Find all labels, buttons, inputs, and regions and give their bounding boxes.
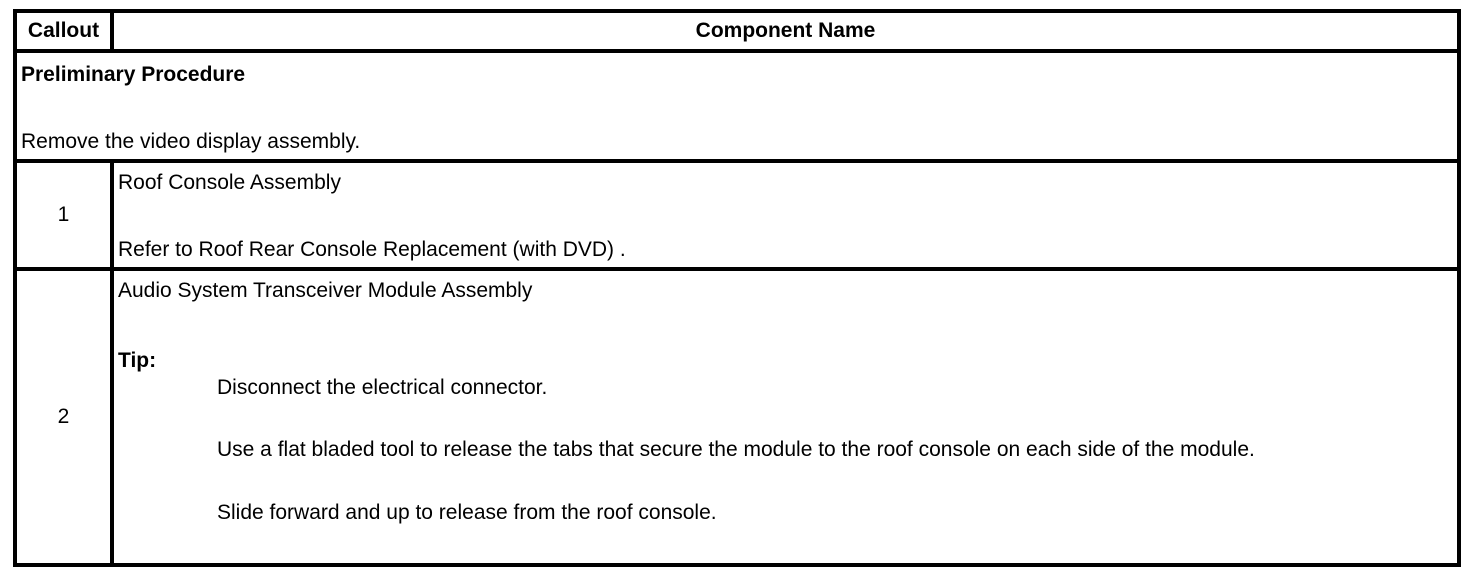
table-header-row — [17, 13, 1457, 53]
column-divider — [110, 271, 114, 563]
preliminary-procedure-row — [17, 53, 1457, 163]
component-note: Refer to Roof Rear Console Replacement (with DVD) . — [118, 238, 626, 261]
callout-cell — [17, 163, 110, 267]
table-row — [17, 163, 1457, 271]
callout-number: 2 — [57, 405, 70, 428]
tip-label: Tip: — [118, 349, 157, 372]
tip-item: Use a flat bladed tool to release the tabs that secure the module to the roof console on each side of the module. — [217, 438, 1255, 461]
component-name-header-cell — [114, 13, 1457, 49]
procedure-table — [13, 9, 1461, 567]
component-name-header: Component Name — [695, 19, 876, 42]
component-name: Roof Console Assembly — [118, 171, 341, 194]
tip-item: Slide forward and up to release from the roof console. — [217, 501, 717, 524]
preliminary-text: Remove the video display assembly. — [21, 130, 361, 153]
callout-cell — [17, 271, 110, 563]
callout-header-cell — [17, 13, 110, 49]
callout-number: 1 — [57, 203, 70, 226]
table-row — [17, 271, 1457, 563]
component-name: Audio System Transceiver Module Assembly — [118, 279, 533, 302]
preliminary-title: Preliminary Procedure — [21, 63, 246, 86]
tip-item: Disconnect the electrical connector. — [217, 376, 548, 399]
callout-header: Callout — [27, 19, 100, 42]
column-divider — [110, 163, 114, 267]
